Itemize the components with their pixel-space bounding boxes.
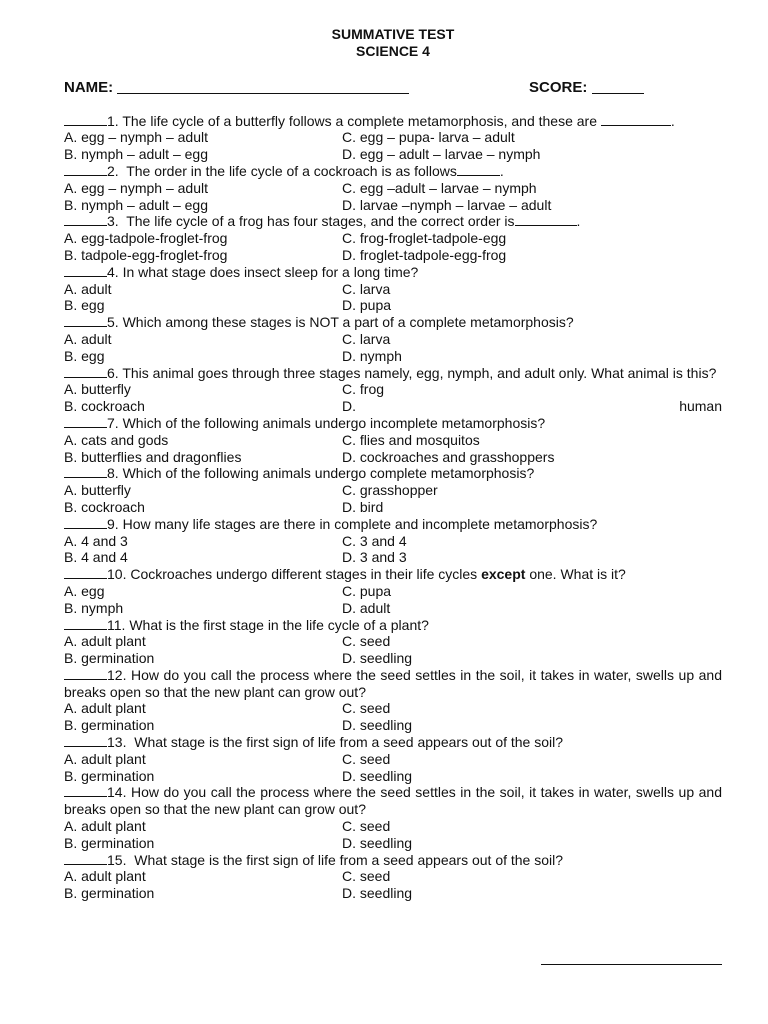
option-a: A. adult plant	[64, 868, 146, 885]
option-a: A. egg – nymph – adult	[64, 179, 208, 196]
question-text: How many life stages are there in complete and incomplete metamorphosis?	[122, 515, 598, 532]
option-row	[64, 885, 722, 902]
option-a: A. cats and gods	[64, 431, 169, 448]
question-item	[64, 163, 722, 213]
option-row	[64, 197, 722, 214]
option-b: B. cockroach	[64, 498, 145, 515]
option-d: D. cockroaches and grasshoppers	[342, 448, 555, 465]
option-row	[64, 717, 722, 734]
option-a: A. butterfly	[64, 482, 131, 499]
option-row	[64, 818, 722, 835]
option-d: D. seedling	[342, 834, 413, 851]
question-stem	[64, 415, 722, 432]
question-text: The life cycle of a frog has four stages, and the correct order is	[126, 213, 515, 230]
question-text-end: one. What is it?	[529, 566, 626, 583]
option-c: C. 3 and 4	[342, 532, 407, 549]
option-row	[64, 600, 722, 617]
option-row	[64, 583, 722, 600]
option-row	[64, 247, 722, 264]
option-d: D. 3 and 3	[342, 549, 407, 566]
option-d-letter: D.	[342, 398, 356, 415]
question-tail: .	[670, 112, 675, 129]
fill-blank	[515, 213, 577, 226]
question-item	[64, 415, 722, 465]
option-b: B. egg	[64, 347, 105, 364]
question-stem	[64, 617, 722, 634]
option-a: A. adult plant	[64, 750, 146, 767]
question-number: 3.	[107, 213, 119, 230]
option-b: B. germination	[64, 885, 155, 902]
question-stem	[64, 264, 722, 281]
option-row	[64, 533, 722, 550]
option-b: B. cockroach	[64, 398, 145, 415]
name-field[interactable]	[64, 78, 409, 98]
option-b: B. tadpole-egg-froglet-frog	[64, 246, 228, 263]
option-d: D. adult	[342, 599, 391, 616]
score-label: SCORE:	[529, 78, 588, 96]
question-item	[64, 465, 722, 515]
option-b: B. germination	[64, 834, 155, 851]
option-d: D. larvae –nymph – larvae – adult	[342, 196, 552, 213]
option-d: D. seedling	[342, 650, 413, 667]
question-item	[64, 734, 722, 784]
question-stem	[64, 465, 722, 482]
option-row	[64, 432, 722, 449]
score-blank[interactable]	[592, 93, 644, 94]
answer-blank[interactable]	[64, 667, 107, 680]
answer-blank[interactable]	[64, 314, 107, 327]
option-row	[64, 297, 722, 314]
name-label: NAME:	[64, 78, 114, 96]
test-title: SUMMATIVE TEST	[331, 26, 455, 42]
question-item	[64, 213, 722, 263]
student-info-row	[64, 78, 722, 98]
option-b: B. germination	[64, 767, 155, 784]
option-d-text: human	[679, 398, 722, 415]
option-row	[64, 768, 722, 785]
question-number: 14.	[107, 784, 127, 801]
question-stem	[64, 314, 722, 331]
question-stem	[64, 667, 722, 701]
option-c: C. grasshopper	[342, 482, 438, 499]
option-c: C. seed	[342, 700, 391, 717]
option-row	[64, 449, 722, 466]
question-stem	[64, 784, 722, 818]
option-c: C. frog-froglet-tadpole-egg	[342, 230, 507, 247]
question-text: What stage is the first sign of life from a seed appears out of the soil?	[134, 851, 564, 868]
option-a: A. egg	[64, 582, 105, 599]
option-c: C. seed	[342, 750, 391, 767]
question-list	[64, 113, 722, 902]
option-row	[64, 868, 722, 885]
option-row	[64, 633, 722, 650]
option-c: C. larva	[342, 280, 391, 297]
answer-blank[interactable]	[64, 617, 107, 630]
option-d: D. seedling	[342, 885, 413, 902]
question-item	[64, 516, 722, 566]
question-text: What stage is the first sign of life from a seed appears out of the soil?	[134, 734, 564, 751]
option-a: A. 4 and 3	[64, 532, 128, 549]
answer-blank[interactable]	[64, 213, 107, 226]
option-row	[64, 230, 722, 247]
question-tail: .	[576, 213, 581, 230]
option-a: A. adult	[64, 330, 112, 347]
question-item	[64, 784, 722, 851]
question-text: Which of the following animals undergo complete metamorphosis?	[122, 465, 535, 482]
option-row	[64, 700, 722, 717]
option-c: C. egg –adult – larvae – nymph	[342, 179, 537, 196]
option-a: A. adult plant	[64, 700, 146, 717]
question-stem	[64, 365, 722, 382]
option-row	[64, 146, 722, 163]
question-item	[64, 617, 722, 667]
option-a: A. adult plant	[64, 818, 146, 835]
answer-blank[interactable]	[64, 415, 107, 428]
question-text: The order in the life cycle of a cockroach is as follows	[126, 162, 457, 179]
answer-blank[interactable]	[64, 365, 107, 378]
emphasis-word: except	[481, 566, 526, 583]
question-text: Which among these stages is NOT a part of a complete metamorphosis?	[122, 314, 574, 331]
question-number: 4.	[107, 263, 119, 280]
answer-blank[interactable]	[64, 264, 107, 277]
option-b: B. germination	[64, 650, 155, 667]
question-item	[64, 113, 722, 163]
option-a: A. adult plant	[64, 633, 146, 650]
question-text: The life cycle of a butterfly follows a complete metamorphosis, and these are	[122, 112, 598, 129]
option-d: D. seedling	[342, 717, 413, 734]
question-stem	[64, 163, 722, 180]
question-stem	[64, 852, 722, 869]
question-number: 13.	[107, 734, 127, 751]
answer-blank[interactable]	[64, 163, 107, 176]
score-field[interactable]	[529, 78, 644, 98]
answer-blank[interactable]	[64, 566, 107, 579]
question-stem	[64, 113, 722, 130]
test-page	[64, 26, 722, 902]
question-stem	[64, 213, 722, 230]
answer-blank[interactable]	[64, 784, 107, 797]
question-item	[64, 314, 722, 364]
fill-blank	[457, 163, 500, 176]
answer-blank[interactable]	[64, 516, 107, 529]
option-d: D. bird	[342, 498, 384, 515]
question-number: 15.	[107, 851, 127, 868]
question-item	[64, 566, 722, 616]
option-c: C. frog	[342, 381, 385, 398]
option-c: C. seed	[342, 818, 391, 835]
option-b: B. egg	[64, 297, 105, 314]
option-row	[64, 482, 722, 499]
option-a: A. butterfly	[64, 381, 131, 398]
question-number: 11.	[107, 616, 126, 633]
option-c: C. seed	[342, 633, 391, 650]
answer-blank[interactable]	[64, 465, 107, 478]
question-text: How do you call the process where the seed settles in the soil, it takes in water, swells up and breaks open so that the new plant can grow out?	[64, 666, 722, 700]
option-a: A. egg-tadpole-froglet-frog	[64, 230, 228, 247]
option-row	[64, 650, 722, 667]
signature-line[interactable]	[541, 964, 722, 965]
question-text: Cockroaches undergo different stages in their life cycles	[130, 566, 478, 583]
question-stem	[64, 734, 722, 751]
option-row	[64, 499, 722, 516]
question-number: 1.	[107, 112, 119, 129]
question-number: 5.	[107, 314, 119, 331]
answer-blank[interactable]	[64, 734, 107, 747]
option-row	[64, 281, 722, 298]
test-subject: SCIENCE 4	[356, 42, 430, 59]
option-row	[64, 398, 722, 415]
option-d: D. seedling	[342, 767, 413, 784]
option-c: C. egg – pupa- larva – adult	[342, 129, 515, 146]
option-b: B. butterflies and dragonflies	[64, 448, 242, 465]
option-row	[64, 381, 722, 398]
question-stem	[64, 566, 722, 583]
option-row	[64, 549, 722, 566]
question-number: 7.	[107, 414, 119, 431]
question-item	[64, 852, 722, 902]
question-number: 12.	[107, 666, 127, 683]
option-row	[64, 331, 722, 348]
option-row	[64, 180, 722, 197]
answer-blank[interactable]	[64, 113, 107, 126]
answer-blank[interactable]	[64, 852, 107, 865]
option-a: A. egg – nymph – adult	[64, 129, 208, 146]
fill-blank	[601, 113, 671, 126]
option-b: B. nymph – adult – egg	[64, 196, 208, 213]
question-item	[64, 667, 722, 734]
question-number: 10.	[107, 566, 127, 583]
option-row	[64, 751, 722, 768]
option-d: D. froglet-tadpole-egg-frog	[342, 246, 507, 263]
option-row	[64, 129, 722, 146]
option-b: B. 4 and 4	[64, 549, 128, 566]
option-d: D. pupa	[342, 297, 392, 314]
option-b: B. nymph	[64, 599, 124, 616]
question-text: In what stage does insect sleep for a long time?	[122, 263, 419, 280]
question-text: Which of the following animals undergo incomplete metamorphosis?	[122, 414, 546, 431]
question-item	[64, 264, 722, 314]
option-row	[64, 835, 722, 852]
option-d: D. nymph	[342, 347, 402, 364]
question-item	[64, 365, 722, 415]
question-stem	[64, 516, 722, 533]
question-text: This animal goes through three stages namely, egg, nymph, and adult only. What animal is this?	[122, 364, 717, 381]
question-text: How do you call the process where the seed settles in the soil, it takes in water, swells up and breaks open so that the new plant can grow out?	[64, 784, 722, 818]
option-c: C. larva	[342, 330, 391, 347]
option-b: B. germination	[64, 717, 155, 734]
name-blank[interactable]	[117, 93, 409, 94]
option-d: D. egg – adult – larvae – nymph	[342, 146, 541, 163]
question-number: 6.	[107, 364, 119, 381]
question-number: 8.	[107, 465, 119, 482]
option-a: A. adult	[64, 280, 112, 297]
question-number: 2.	[107, 162, 119, 179]
option-c: C. seed	[342, 868, 391, 885]
option-c: C. flies and mosquitos	[342, 431, 480, 448]
question-tail: .	[499, 162, 504, 179]
option-row	[64, 348, 722, 365]
question-text: What is the first stage in the life cycle of a plant?	[129, 616, 429, 633]
option-c: C. pupa	[342, 582, 392, 599]
option-b: B. nymph – adult – egg	[64, 146, 208, 163]
question-number: 9.	[107, 515, 119, 532]
